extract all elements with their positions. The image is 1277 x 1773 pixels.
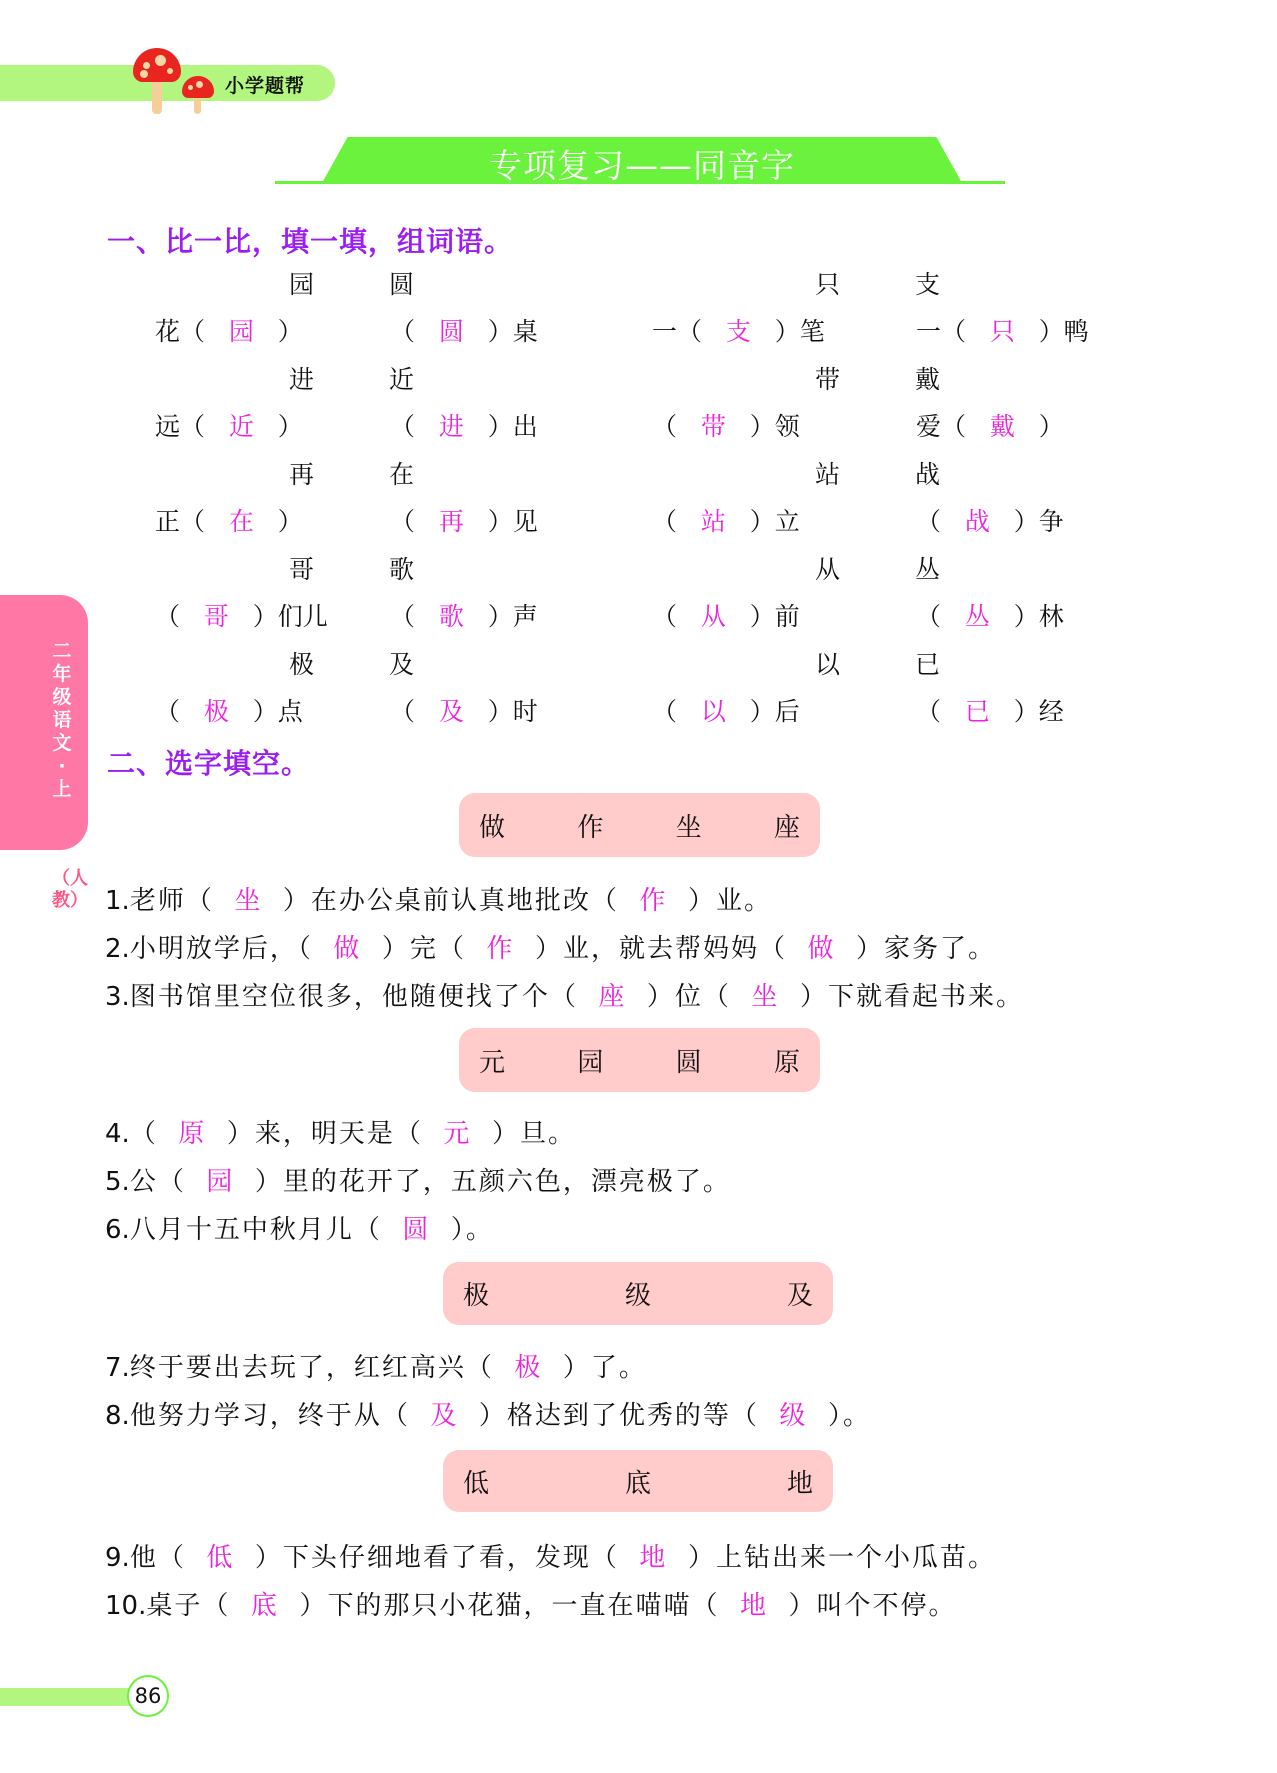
pair-character: 战	[915, 460, 941, 489]
choice-box	[443, 1450, 833, 1512]
fill-in-item	[916, 407, 1064, 443]
answer-blank[interactable]: 座	[577, 982, 647, 1012]
item-prefix: （	[652, 507, 678, 536]
sentence-text: ）里的花开了，五颜六色，漂亮极了。	[254, 1167, 731, 1197]
sentence-number: 5.	[105, 1167, 130, 1197]
sentence-item	[105, 880, 772, 917]
item-prefix: （	[916, 697, 942, 726]
sentence-text: 他努力学习，终于从（	[129, 1401, 410, 1431]
choice-box	[459, 1028, 820, 1092]
sentence-text: ）。	[450, 1215, 494, 1245]
answer-blank[interactable]: 原	[157, 1119, 227, 1149]
choice-character: 极	[463, 1281, 490, 1311]
answer-blank[interactable]: 作	[618, 886, 688, 916]
pair-character: 及	[389, 650, 415, 679]
choice-character: 地	[786, 1468, 813, 1499]
answer-blank[interactable]: 坐	[213, 886, 283, 916]
item-prefix: （	[916, 507, 942, 536]
item-suffix: ）	[277, 507, 303, 536]
pair-character: 园	[289, 270, 315, 299]
answer-blank[interactable]: 支	[702, 317, 775, 346]
answer-blank[interactable]: 地	[618, 1543, 688, 1573]
sentence-text: 小明放学后，（	[129, 934, 313, 964]
choice-character: 原	[773, 1047, 800, 1078]
choice-character: 及	[786, 1281, 813, 1311]
brand-title: 小学题帮	[225, 75, 306, 97]
choice-character: 园	[577, 1047, 604, 1078]
sentence-text: ）完（	[381, 934, 466, 964]
choice-character: 级	[624, 1281, 651, 1311]
choice-character: 作	[577, 812, 604, 843]
item-suffix: ）	[1038, 412, 1064, 441]
fill-in-item	[652, 692, 800, 728]
sentence-item	[105, 1209, 494, 1246]
mushroom-small-icon	[182, 76, 214, 112]
fill-in-item	[390, 407, 538, 443]
answer-blank[interactable]: 圆	[381, 1215, 451, 1245]
item-suffix: ）领	[749, 412, 800, 441]
item-prefix: （	[390, 507, 416, 536]
sentence-item	[105, 1537, 996, 1574]
item-prefix: （	[390, 697, 416, 726]
sentence-text: 八月十五中秋月儿（	[129, 1215, 382, 1245]
item-prefix: （	[652, 697, 678, 726]
fill-in-item	[652, 312, 825, 348]
answer-blank[interactable]: 近	[205, 412, 278, 441]
answer-blank[interactable]: 极	[493, 1353, 563, 1383]
fill-in-item	[390, 312, 538, 348]
sentence-text: ）下头仔细地看了看，发现（	[254, 1543, 619, 1573]
item-suffix: ）林	[1013, 602, 1064, 631]
item-suffix: ）们儿	[252, 602, 328, 631]
fill-in-item	[155, 597, 328, 633]
answer-blank[interactable]: 战	[941, 507, 1014, 536]
item-prefix: 远（	[155, 412, 206, 441]
fill-in-item	[155, 407, 303, 443]
sentence-text: ）。	[827, 1401, 871, 1431]
sentence-number: 2.	[105, 934, 130, 964]
item-suffix: ）出	[487, 412, 538, 441]
sentence-number: 4.	[105, 1119, 130, 1149]
choice-character: 圆	[675, 1047, 702, 1078]
item-suffix: ）经	[1013, 697, 1064, 726]
answer-blank[interactable]: 已	[941, 697, 1014, 726]
fill-in-item	[390, 692, 538, 728]
answer-blank[interactable]: 底	[230, 1591, 300, 1621]
choice-character: 元	[479, 1047, 506, 1078]
choice-character: 低	[463, 1468, 490, 1499]
pair-character: 在	[389, 460, 415, 489]
item-suffix: ）前	[749, 602, 800, 631]
item-suffix: ）时	[487, 697, 538, 726]
fill-in-item	[916, 502, 1064, 538]
answer-blank[interactable]: 低	[185, 1543, 255, 1573]
answer-blank[interactable]: 园	[185, 1167, 255, 1197]
item-suffix: ）	[277, 317, 303, 346]
pair-character: 哥	[289, 555, 315, 584]
sentence-text: ）在办公桌前认真地批改（	[282, 886, 619, 916]
page-title: 专项复习——同音字	[489, 146, 795, 185]
item-suffix: ）点	[252, 697, 303, 726]
item-prefix: （	[652, 412, 678, 441]
answer-blank[interactable]: 元	[422, 1119, 492, 1149]
sentence-text: ）上钻出来一个小瓜苗。	[687, 1543, 996, 1573]
item-prefix: （	[652, 602, 678, 631]
sentence-number: 9.	[105, 1543, 130, 1573]
answer-blank[interactable]: 园	[205, 317, 278, 346]
footer-bar	[0, 1688, 140, 1706]
item-suffix: ）鸭	[1038, 317, 1089, 346]
sentence-number: 8.	[105, 1401, 130, 1431]
sentence-number: 10.	[105, 1591, 147, 1621]
sentence-text: ）业。	[687, 886, 772, 916]
answer-blank[interactable]: 哥	[180, 602, 253, 631]
sentence-item	[105, 1585, 957, 1622]
pair-character: 从	[815, 555, 841, 584]
item-prefix: 花（	[155, 317, 206, 346]
pair-character: 歌	[389, 555, 415, 584]
fill-in-item	[155, 502, 303, 538]
fill-in-item	[916, 692, 1064, 728]
pair-character: 只	[815, 270, 841, 299]
item-prefix: 一（	[652, 317, 703, 346]
fill-in-item	[652, 597, 800, 633]
item-suffix: ）桌	[487, 317, 538, 346]
sentence-text: ）格达到了优秀的等（	[478, 1401, 759, 1431]
fill-in-item	[390, 502, 538, 538]
answer-blank[interactable]: 及	[409, 1401, 479, 1431]
item-suffix: ）	[277, 412, 303, 441]
item-prefix: （	[390, 602, 416, 631]
item-suffix: ）立	[749, 507, 800, 536]
item-prefix: （	[390, 317, 416, 346]
item-prefix: 一（	[916, 317, 967, 346]
answer-blank[interactable]: 从	[677, 602, 750, 631]
sentence-number: 1.	[105, 886, 130, 916]
sentence-text: 公（	[129, 1167, 186, 1197]
sentence-number: 3.	[105, 982, 130, 1012]
fill-in-item	[155, 312, 303, 348]
pair-character: 进	[289, 365, 315, 394]
answer-blank[interactable]: 以	[677, 697, 750, 726]
item-suffix: ）后	[749, 697, 800, 726]
sentence-text: ）旦。	[491, 1119, 576, 1149]
fill-in-item	[652, 502, 800, 538]
choice-character: 座	[773, 812, 800, 843]
section2-heading: 二、选字填空。	[107, 747, 311, 780]
answer-blank[interactable]: 作	[465, 934, 535, 964]
choice-character: 坐	[675, 812, 702, 843]
item-prefix: （	[390, 412, 416, 441]
answer-blank[interactable]: 级	[758, 1401, 828, 1431]
answer-blank[interactable]: 歌	[415, 602, 488, 631]
sentence-number: 7.	[105, 1353, 130, 1383]
answer-blank[interactable]: 带	[677, 412, 750, 441]
sentence-text: 终于要出去玩了，红红高兴（	[129, 1353, 494, 1383]
answer-blank[interactable]: 再	[415, 507, 488, 536]
item-prefix: （	[916, 602, 942, 631]
item-suffix: ）笔	[774, 317, 825, 346]
item-suffix: ）见	[487, 507, 538, 536]
sentence-text: ）叫个不停。	[788, 1591, 957, 1621]
item-prefix: （	[155, 602, 181, 631]
answer-blank[interactable]: 在	[205, 507, 278, 536]
pair-character: 支	[915, 270, 941, 299]
pair-character: 带	[815, 365, 841, 394]
pair-character: 再	[289, 460, 315, 489]
sentence-item	[105, 928, 996, 965]
sentence-text: 老师（	[129, 886, 214, 916]
fill-in-item	[916, 312, 1089, 348]
fill-in-item	[652, 407, 800, 443]
answer-blank[interactable]: 圆	[415, 317, 488, 346]
sentence-text: ）来，明天是（	[226, 1119, 423, 1149]
fill-in-item	[916, 597, 1064, 633]
answer-blank[interactable]: 戴	[966, 412, 1039, 441]
pair-character: 极	[289, 650, 315, 679]
sentence-text: （	[129, 1119, 158, 1149]
sentence-text: 图书馆里空位很多，他随便找了个（	[129, 982, 578, 1012]
fill-in-item	[155, 692, 303, 728]
sentence-text: ）家务了。	[856, 934, 997, 964]
choice-character: 底	[624, 1468, 651, 1499]
pair-character: 站	[815, 460, 841, 489]
choice-character: 做	[479, 812, 506, 843]
answer-blank[interactable]: 只	[966, 317, 1039, 346]
answer-blank[interactable]: 极	[180, 697, 253, 726]
sentence-item	[105, 1113, 576, 1150]
choice-box	[443, 1262, 833, 1325]
answer-blank[interactable]: 站	[677, 507, 750, 536]
pair-character: 圆	[389, 270, 415, 299]
sentence-text: ）业，就去帮妈妈（	[534, 934, 787, 964]
sentence-item	[105, 1161, 731, 1198]
sentence-text: ）位（	[646, 982, 731, 1012]
answer-blank[interactable]: 及	[415, 697, 488, 726]
sentence-item	[105, 976, 1024, 1013]
grade-label: 二年级语文·上	[52, 640, 72, 800]
side-tab	[0, 595, 88, 850]
item-prefix: （	[155, 697, 181, 726]
edition-label: （人教）	[52, 868, 88, 911]
answer-blank[interactable]: 做	[312, 934, 382, 964]
item-suffix: ）争	[1013, 507, 1064, 536]
sentence-text: ）了。	[562, 1353, 647, 1383]
choice-box	[459, 793, 820, 857]
sentence-item	[105, 1347, 647, 1384]
answer-blank[interactable]: 做	[786, 934, 857, 964]
pair-character: 已	[915, 650, 941, 679]
sentence-text: ）下的那只小花猫，一直在喵喵（	[299, 1591, 720, 1621]
answer-blank[interactable]: 坐	[730, 982, 800, 1012]
fill-in-item	[390, 597, 538, 633]
answer-blank[interactable]: 进	[415, 412, 488, 441]
answer-blank[interactable]: 丛	[941, 602, 1014, 631]
pair-character: 近	[389, 365, 415, 394]
sentence-text: 桌子（	[146, 1591, 231, 1621]
pair-character: 丛	[915, 555, 941, 584]
sentence-text: 他（	[129, 1543, 186, 1573]
sentence-item	[105, 1395, 871, 1432]
item-suffix: ）声	[487, 602, 538, 631]
item-prefix: 爱（	[916, 412, 967, 441]
sentence-text: ）下就看起书来。	[799, 982, 1024, 1012]
page-number: 86	[127, 1675, 169, 1717]
item-prefix: 正（	[155, 507, 206, 536]
pair-character: 以	[815, 650, 841, 679]
mushroom-large-icon	[133, 48, 181, 114]
pair-character: 戴	[915, 365, 941, 394]
sentence-number: 6.	[105, 1215, 130, 1245]
section1-heading: 一、比一比，填一填，组词语。	[107, 225, 514, 258]
answer-blank[interactable]: 地	[719, 1591, 789, 1621]
